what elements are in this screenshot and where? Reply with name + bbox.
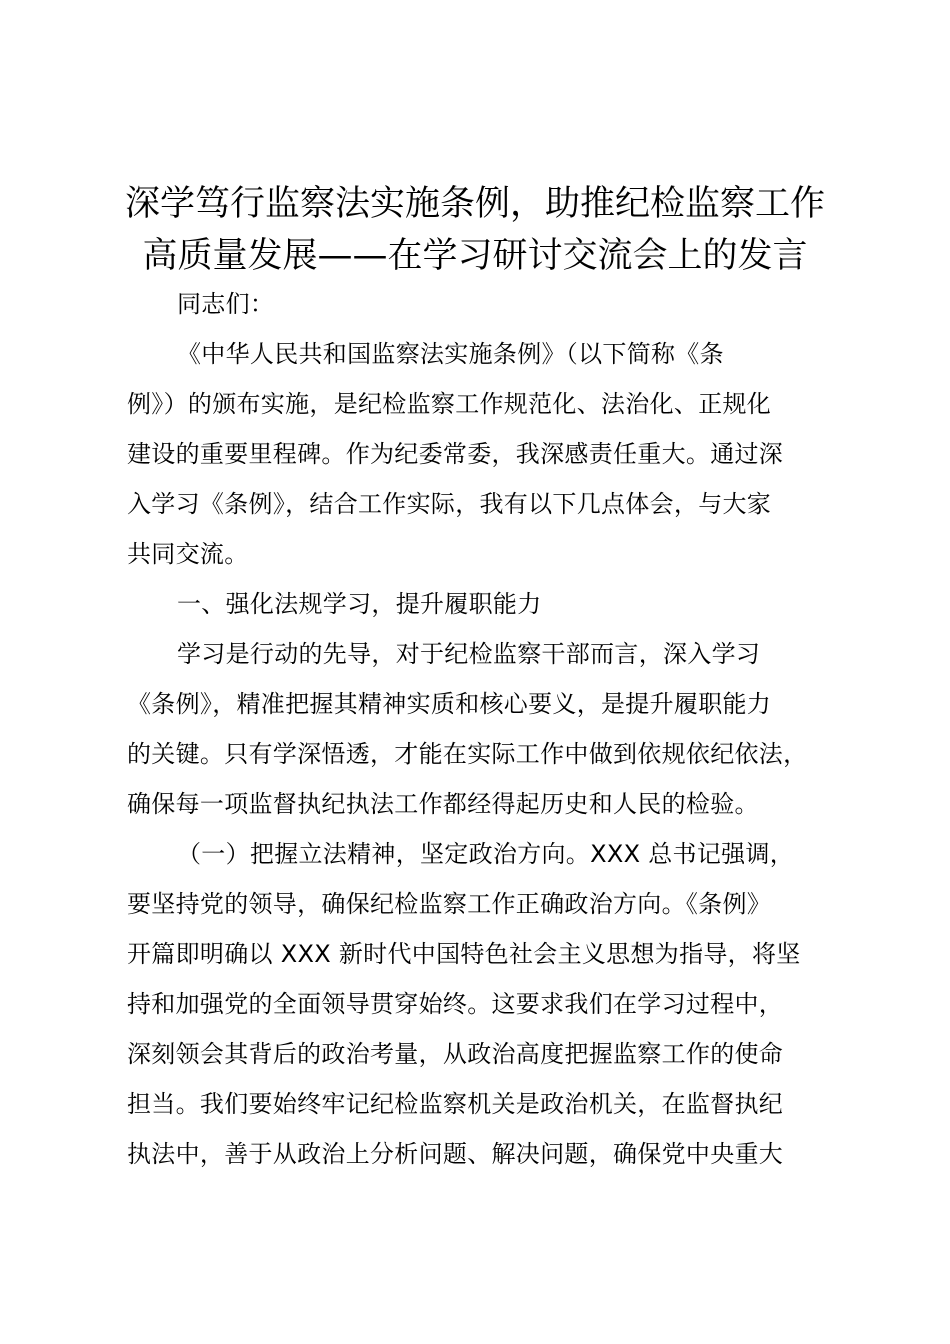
paragraph-line: （一）把握立法精神，坚定政治方向。XXX 总书记强调， xyxy=(177,840,795,868)
paragraph-line: 建设的重要里程碑。作为纪委常委，我深感责任重大。通过深 xyxy=(127,440,784,468)
paragraph-line: 入学习《条例》，结合工作实际，我有以下几点体会，与大家 xyxy=(127,490,772,518)
paragraph-line: 《条例》，精准把握其精神实质和核心要义，是提升履职能力 xyxy=(127,690,772,718)
paragraph-line: 担当。我们要始终牢记纪检监察机关是政治机关，在监督执纪 xyxy=(127,1090,784,1118)
paragraph-line: 例》）的颁布实施，是纪检监察工作规范化、法治化、正规化 xyxy=(127,390,772,418)
paragraph-line: 深刻领会其背后的政治考量，从政治高度把握监察工作的使命 xyxy=(127,1040,784,1068)
paragraph-line: 执法中，善于从政治上分析问题、解决问题，确保党中央重大 xyxy=(127,1140,784,1168)
paragraph-line: 要坚持党的领导，确保纪检监察工作正确政治方向。《条例》 xyxy=(127,890,772,918)
paragraph-line: 开篇即明确以 XXX 新时代中国特色社会主义思想为指导，将坚 xyxy=(127,940,801,968)
salutation: 同志们： xyxy=(177,290,275,318)
section-heading: 一、强化法规学习，提升履职能力 xyxy=(177,590,542,618)
paragraph-line: 《中华人民共和国监察法实施条例》（以下简称《条 xyxy=(177,340,724,368)
title-line-1: 深学笃行监察法实施条例，助推纪检监察工作 xyxy=(124,184,825,224)
paragraph-line: 学习是行动的先导，对于纪检监察干部而言，深入学习 xyxy=(177,640,761,668)
title-line-2: 高质量发展——在学习研讨交流会上的发言 xyxy=(142,236,808,276)
paragraph-line: 共同交流。 xyxy=(127,540,249,568)
paragraph-line: 确保每一项监督执纪执法工作都经得起历史和人民的检验。 xyxy=(127,790,759,818)
paragraph-line: 的关键。只有学深悟透，才能在实际工作中做到依规依纪依法， xyxy=(127,740,808,768)
paragraph-line: 持和加强党的全面领导贯穿始终。这要求我们在学习过程中， xyxy=(127,990,784,1018)
